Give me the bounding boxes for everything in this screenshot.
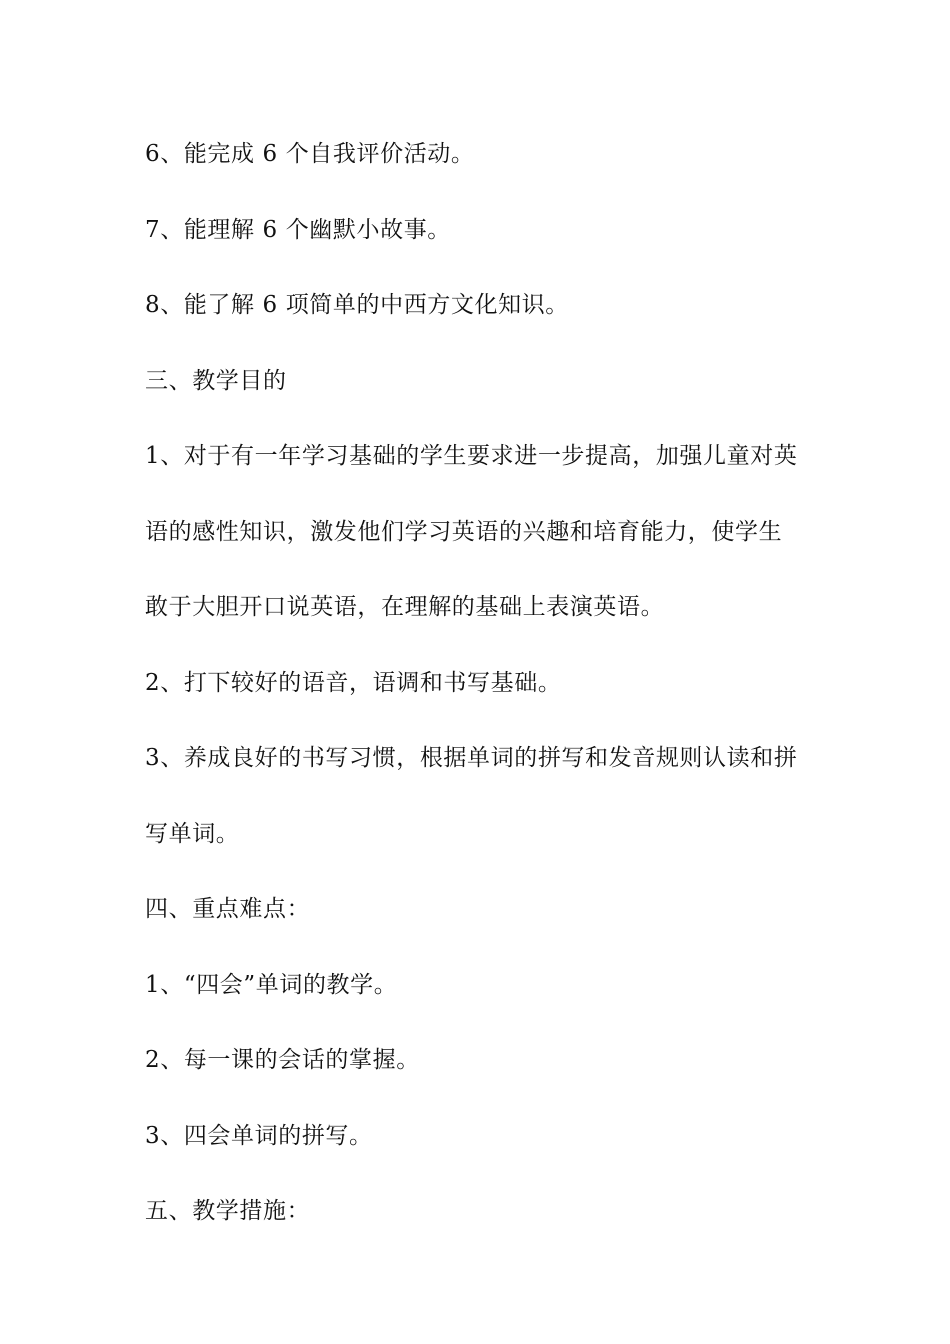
goal-3-line-2: 写单词。 — [145, 820, 240, 847]
section-heading-key-difficulties: 四、重点难点： — [145, 896, 311, 922]
list-item-culture-knowledge: 8、能了解 6 项简单的中西方文化知识。 — [145, 292, 569, 318]
section-heading-teaching-goals: 三、教学目的 — [145, 367, 287, 394]
list-item-humor-stories: 7、能理解 6 个幽默小故事。 — [145, 216, 451, 243]
document-body — [145, 131, 810, 1264]
difficulty-1: 1、“四会”单词的教学。 — [145, 971, 398, 998]
goal-3-line-1: 3、养成良好的书写习惯，根据单词的拼写和发音规则认读和拼 — [145, 745, 798, 771]
difficulty-3: 3、四会单词的拼写。 — [145, 1122, 373, 1149]
goal-1-line-2: 语的感性知识，激发他们学习英语的兴趣和培育能力，使学生 — [145, 518, 783, 545]
goal-2: 2、打下较好的语音，语调和书写基础。 — [145, 669, 562, 696]
list-item-self-evaluation: 6、能完成 6 个自我评价活动。 — [145, 141, 475, 167]
section-heading-teaching-measures: 五、教学措施： — [145, 1198, 311, 1224]
difficulty-2: 2、每一课的会话的掌握。 — [145, 1047, 420, 1073]
goal-1-line-1: 1、对于有一年学习基础的学生要求进一步提高，加强儿童对英 — [145, 443, 798, 469]
goal-1-line-3: 敢于大胆开口说英语，在理解的基础上表演英语。 — [145, 594, 665, 620]
